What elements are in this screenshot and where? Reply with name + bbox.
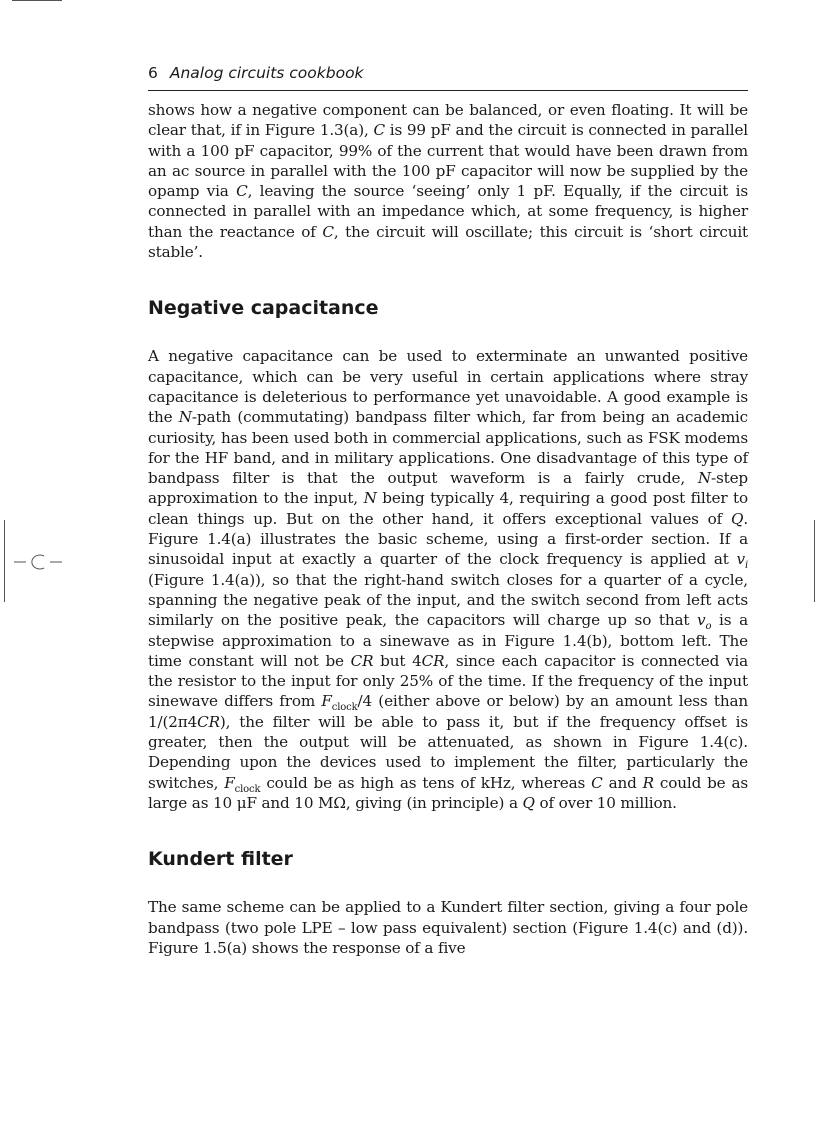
page-body [148,100,748,958]
section-heading-kundert-filter: Kundert filter [148,848,293,871]
registration-mark-icon [14,552,64,572]
crop-mark-left [4,520,5,602]
paragraph-intro: shows how a negative component can be balanced, or even floating. It will be clear that, if in Figure 1.3(a), C is 99 pF and the circuit is connected in parallel with a 100 pF capacitor, 99% of the current that would have been drawn from an ac source in parallel with the 100 pF capacitor will now be supplied by the opamp via C, leaving the source ‘seeing’ only 1 pF. Equally, if the circuit is connected in parallel with an impedance which, at some frequency, is higher than the reactance of C, the circuit will oscillate; this circuit is ‘short circuit stable’. [148,101,748,262]
section-heading-negative-capacitance: Negative capacitance [148,297,379,320]
running-title: Analog circuits cookbook [169,64,364,82]
running-header [148,64,748,82]
crop-mark-right [814,520,815,602]
page-number: 6 [148,64,158,82]
paragraph-negative-capacitance: A negative capacitance can be used to exterminate an unwanted positive capacitance, which can be very useful in certain applications where stray capacitance is deleterious to performance yet unavoidable. A good example is the N-path (commutating) bandpass filter which, far from being an academic curiosity, has been used both in commercial applications, such as FSK modems for the HF band, and in military applications. One disadvantage of this type of bandpass filter is that the output waveform is a fairly crude, N-step approximation to the input, N being typically 4, requiring a good post filter to clean things up. But on the other hand, it offers exceptional values of Q. Figure 1.4(a) illustrates the basic scheme, using a first-order section. If a sinusoidal input at exactly a quarter of the clock frequency is applied at $v_i$ (Figure 1.4(a)), so that the right-hand switch closes for a quarter of a cycle, spanning the negative peak of the input, and the switch second from left acts similarly on the positive peak, the capacitors will charge up so that $v_o$ is a stepwise approximation to a sinewave as in Figure 1.4(b), bottom left. The time constant will not be CR but 4CR, since each capacitor is connected via the resistor to the input for only 25% of the time. If the frequency of the input sinewave differs from $F_{clock}/4$ (either above or below) by an amount less than 1/(2π4CR), the filter will be able to pass it, but if the frequency offset is greater, then the output will be attenuated, as shown in Figure 1.4(c). Depending upon the devices used to implement the filter, particularly the switches, $F_{clock}$ could be as high as tens of kHz, whereas C and R could be as large as 10 μF and 10 MΩ, giving (in principle) a Q of over 10 million. [148,347,748,812]
crop-mark-top-left [12,0,62,1]
paragraph-kundert-filter: The same scheme can be applied to a Kundert filter section, giving a four pole bandpass (two pole LPE – low pass equivalent) section (Figure 1.4(c) and (d)). Figure 1.5(a) shows the response of a five [148,898,748,957]
header-rule [148,90,748,91]
